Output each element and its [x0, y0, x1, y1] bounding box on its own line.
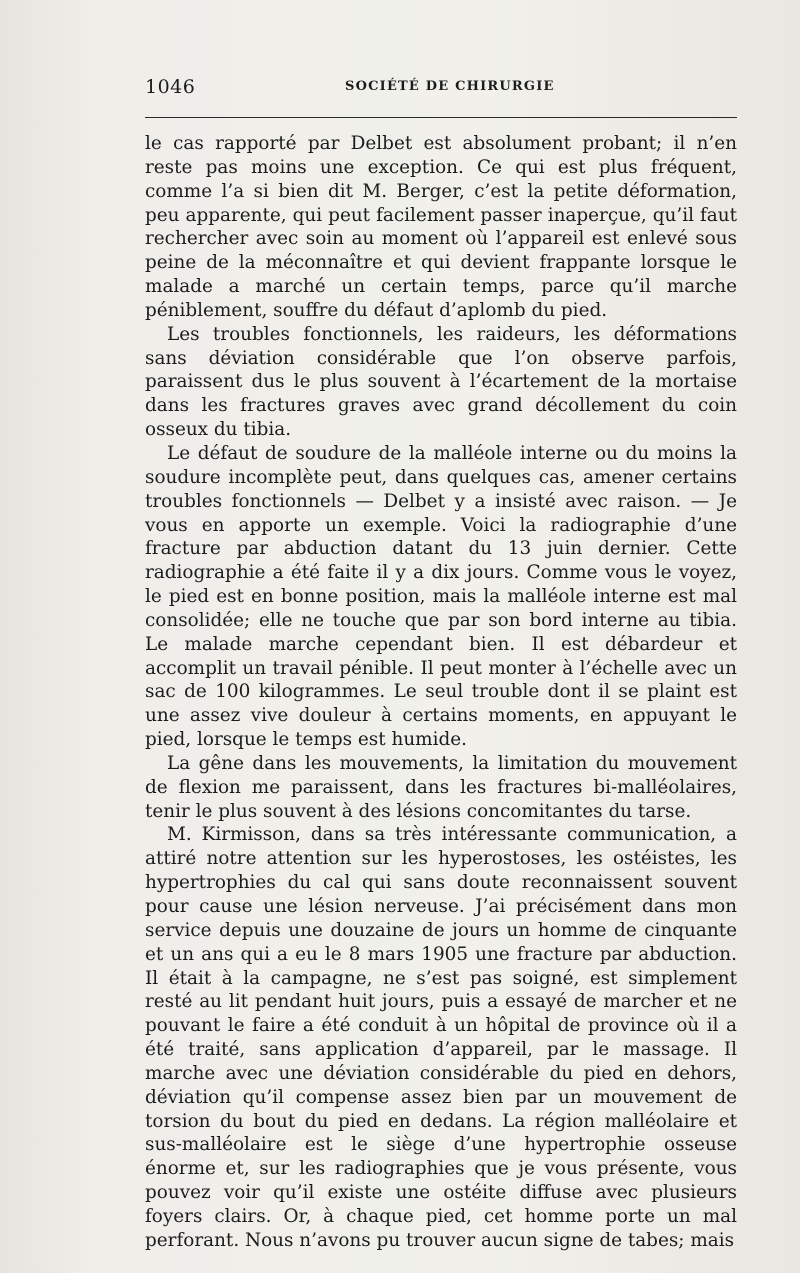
- paragraph-1: le cas rapporté par Delbet est absolument probant; il n’en reste pas moins une exception. Ce qui est plus fréquent, comme l’a si bien dit M. Berger, c’est la petite déformation, peu apparente, qui peut facilement passer inaperçue, qu’il faut rechercher avec soin au moment où l’appareil est enlevé sous peine de la méconnaître et qui devient frappante lorsque le malade a marché un certain temps, parce qu’il marche péniblement, souffre du défaut d’aplomb du pied.: [145, 133, 737, 321]
- page-header: [145, 76, 735, 104]
- paragraph-2: Les troubles fonctionnels, les raideurs, les déformations sans déviation considérable que l’on observe parfois, paraissent dus le plus souvent à l’écartement de la mortaise dans les fractures graves avec grand décollement du coin osseux du tibia.: [145, 323, 737, 441]
- paragraph-3: Le défaut de soudure de la malléole interne ou du moins la soudure incomplète peut, dans quelques cas, amener certains troubles fonctionnels — Delbet y a insisté avec raison. — Je vous en apporte un exemple. Voici la radiographie d’une fracture par abduction datant du 13 juin dernier. Cette radiographie a été faite il y a dix jours. Comme vous le voyez, le pied est en bonne position, mais la malléole interne est mal consolidée; elle ne touche que par son bord interne au tibia. Le malade marche cependant bien. Il est débardeur et accomplit un travail pénible. Il peut monter à l’échelle avec un sac de 100 kilogrammes. Le seul trouble dont il se plaint est une assez vive douleur à certains moments, en appuyant le pied, lorsque le temps est humide.: [145, 442, 737, 751]
- header-rule: [145, 117, 737, 118]
- paragraph-4: La gêne dans les mouvements, la limitation du mouvement de flexion me paraissent, dans les fractures bi-malléolaires, tenir le plus souvent à des lésions concomitantes du tarse.: [145, 752, 737, 822]
- page-number: 1046: [145, 76, 196, 98]
- paragraph-5: M. Kirmisson, dans sa très intéressante communication, a attiré notre attention sur les hyperostoses, les ostéistes, les hypertrophies du cal qui sans doute reconnaissent souvent pour cause une lésion nerveuse. J’ai précisément dans mon service depuis une douzaine de jours un homme de cinquante et un ans qui a eu le 8 mars 1905 une fracture par abduction. Il était à la campagne, ne s’est pas soigné, est simplement resté au lit pendant huit jours, puis a essayé de marcher et ne pouvant le faire a été conduit à un hôpital de province où il a été traité, sans application d’appareil, par le massage. Il marche avec une déviation considérable du pied en dehors, déviation qu’il compense assez bien par un mouvement de torsion du bout du pied en dedans. La région malléolaire et sus-malléolaire est le siège d’une hypertrophie osseuse énorme et, sur les radiographies que je vous présente, vous pouvez voir qu’il existe une ostéite diffuse avec plusieurs foyers clairs. Or, à chaque pied, cet homme porte un mal perforant. Nous n’avons pu trouver aucun signe de tabes; mais: [145, 824, 737, 1251]
- body-text: [145, 132, 737, 1253]
- running-title: SOCIÉTÉ DE CHIRURGIE: [345, 79, 555, 94]
